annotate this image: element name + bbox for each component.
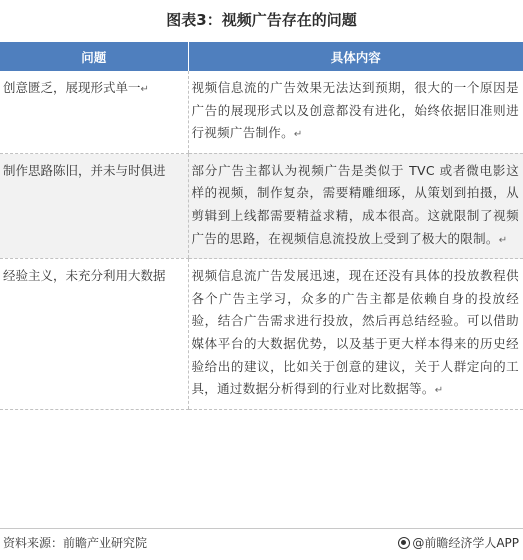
content-cell: [188, 71, 523, 153]
issue-cell: [0, 71, 188, 153]
issue-cell: [0, 259, 188, 410]
content-cell: [188, 259, 523, 410]
return-mark-icon: ↵: [140, 84, 149, 95]
credit-text: @前瞻经济学人APP: [412, 536, 519, 550]
credit: [398, 534, 519, 551]
table-row: [0, 259, 523, 410]
issue-text: 制作思路陈旧，并未与时俱进: [3, 162, 166, 178]
header-issue: 问题: [0, 42, 188, 71]
footer-divider: [0, 528, 523, 529]
content-text: 部分广告主都认为视频广告是类似于 TVC 或者微电影这样的视频，制作复杂，需要精雕细琢，从策划到拍摄，从剪辑到上线都需要精益求精，成本很高。这就限制了视频广告的思路，在视频信息流投放上受到了极大的限制。: [191, 162, 519, 246]
return-mark-icon: ↵: [434, 385, 444, 397]
return-mark-icon: ↵: [293, 129, 303, 141]
content-text: 视频信息流的广告效果无法达到预期，很大的一个原因是广告的展现形式以及创意都没有进化，始终依据旧准则进行视频广告制作。: [191, 80, 519, 141]
source-note: 资料来源：前瞻产业研究院: [3, 536, 148, 550]
brand-logo-icon: [398, 537, 410, 549]
figure-title: 图表3：视频广告存在的问题: [166, 11, 357, 29]
table-row: [0, 153, 523, 258]
table-row: [0, 71, 523, 153]
issue-cell: [0, 153, 188, 258]
issues-table: [0, 42, 523, 410]
header-content: 具体内容: [188, 42, 523, 71]
issue-text: 创意匮乏，展现形式单一: [3, 80, 141, 95]
issue-text: 经验主义，未充分利用大数据: [3, 268, 166, 284]
content-cell: [188, 153, 523, 258]
content-text: 视频信息流广告发展迅速，现在还没有具体的投放教程供各个广告主学习，众多的广告主都是依赖自身的投放经验，结合广告需求进行投放，然后再总结经验。可以借助媒体平台的大数据优势，以及基于更大样本得来的历史经验给出的建议，比如关于创意的建议，关于人群定向的工具，通过数据分析得到的行业对比数据等。: [191, 268, 519, 397]
return-mark-icon: ↵: [498, 234, 508, 246]
table-header-row: [0, 42, 523, 71]
